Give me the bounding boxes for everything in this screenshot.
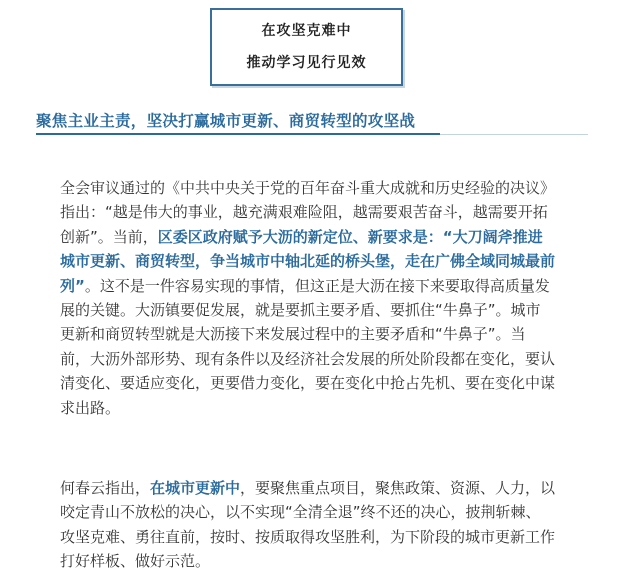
body-text: 前，大沥外部形势、现有条件以及经济社会发展的所处阶段都在变化，要认 (60, 349, 556, 368)
paragraph-line (60, 347, 600, 371)
body-text: 打好样板、做好示范。 (60, 552, 211, 571)
body-text: ，要聚焦重点项目，聚焦政策、资源、人力，以 (240, 479, 556, 497)
body-text: 攻坚克难、勇往直前，按时、按质取得攻坚胜利，为下阶段的城市更新工作 (60, 527, 556, 546)
body-text: 咬定青山不放松的决心，以不实现“全清全退”终不还的决心，披荆斩棘、 (60, 503, 541, 522)
paragraph-line (60, 322, 600, 346)
body-paragraph-1 (60, 176, 600, 420)
highlighted-text: 城市更新、商贸转型，争当城市中轴北延的桥头堡，走在广佛全域同城最前 (60, 252, 556, 271)
paragraph-line (60, 525, 600, 549)
body-text: 展的关键。大沥镇要促发展，就是要抓主要矛盾、要抓住“牛鼻子”。城市 (60, 300, 541, 319)
header-title-line-2: 推动学习见行见效 (246, 55, 367, 71)
paragraph-line (60, 476, 600, 500)
body-text: 创新”。当前， (60, 227, 158, 246)
highlighted-text: 列” (60, 276, 85, 295)
paragraph-line (60, 371, 600, 395)
body-text: 指出：“越是伟大的事业，越充满艰难险阻，越需要艰苦奋斗，越需要开拓 (60, 203, 548, 222)
paragraph-line (60, 225, 600, 249)
body-text: 全会审议通过的《中共中央关于党的百年奋斗重大成就和历史经验的决议》 (60, 179, 556, 197)
body-paragraph-2 (60, 476, 600, 574)
paragraph-line (60, 396, 600, 420)
paragraph-line (60, 249, 600, 273)
paragraph-line (60, 549, 600, 573)
body-text: 求出路。 (60, 398, 121, 417)
body-text: 何春云指出， (60, 479, 151, 497)
paragraph-line (60, 274, 600, 298)
paragraph-line (60, 500, 600, 524)
header-title-box (210, 8, 403, 86)
paragraph-line (60, 176, 600, 200)
highlighted-text: 在城市更新中 (150, 479, 241, 497)
body-text: 。这不是一件容易实现的事情，但这正是大沥在接下来要取得高质量发 (84, 276, 550, 295)
highlighted-text: 区委区政府赋予大沥的新定位、新要求是：“大刀阔斧推进 (157, 227, 543, 246)
body-text: 清变化、要适应变化，更要借力变化，要在变化中抢占先机、要在变化中谋 (60, 374, 556, 393)
section-divider-line (440, 134, 588, 135)
paragraph-line (60, 298, 600, 322)
header-title-line-1: 在攻坚克难中 (261, 23, 352, 39)
section-heading: 聚焦主业主责，坚决打赢城市更新、商贸转型的攻坚战 (36, 112, 416, 130)
section-heading-underline (36, 133, 440, 135)
body-text: 更新和商贸转型就是大沥接下来发展过程中的主要矛盾和“牛鼻子”。当 (60, 325, 526, 344)
paragraph-line (60, 200, 600, 224)
